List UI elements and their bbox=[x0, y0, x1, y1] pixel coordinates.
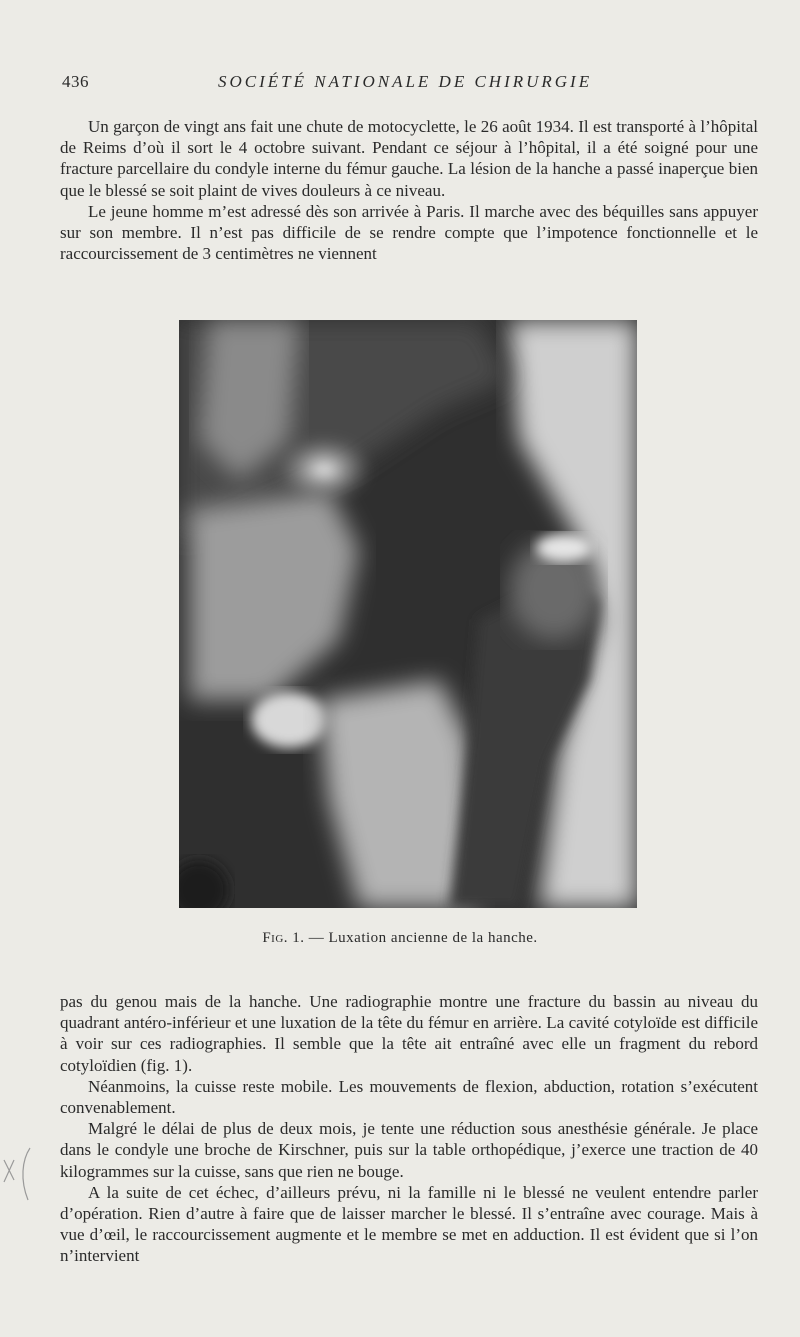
figure-caption bbox=[0, 930, 800, 947]
body-text-bottom bbox=[60, 991, 758, 1267]
paragraph: Un garçon de vingt ans fait une chute de motocyclette, le 26 août 1934. Il est transporté à l’hôpital de Reims d’où il sort le 4 octobre suivant. Pendant ce séjour à l’hôpital, il a été soigné pour une fracture parcellaire du condyle interne du fémur gauche. La lésion de la hanche a passé inaperçue bien que le blessé se soit plaint de vives douleurs à ce niveau. bbox=[60, 117, 758, 200]
paragraph: A la suite de cet échec, d’ailleurs prévu, ni la famille ni le blessé ne veulent entendre parler d’opération. Rien d’autre à faire que de laisser marcher le blessé. Il s’entraîne avec courage. Mais à vue d’œil, le raccourcissement augmente et le membre se met en adduction. Il est évident que si l’on n’intervient bbox=[60, 1182, 758, 1266]
hip-radiograph-image bbox=[179, 320, 637, 908]
page-number: 436 bbox=[62, 72, 89, 91]
radiograph-drawing bbox=[179, 320, 637, 908]
paragraph: Néanmoins, la cuisse reste mobile. Les mouvements de flexion, abduction, rotation s’exécutent convenablement. bbox=[60, 1076, 758, 1118]
figure-label: Fig. 1. bbox=[262, 930, 305, 946]
paragraph: pas du genou mais de la hanche. Une radiographie montre une fracture du bassin au niveau du quadrant antéro-inférieur et une luxation de la tête du fémur en arrière. La cavité cotyloïde est difficile à voir sur ces radiographies. Il semble que la tête ait entraîné avec elle un fragment du rebord cotyloïdien (fig. 1). bbox=[60, 992, 758, 1075]
figure-caption-text: — Luxation ancienne de la hanche. bbox=[304, 930, 538, 946]
running-title: SOCIÉTÉ NATIONALE DE CHIRURGIE bbox=[218, 72, 593, 91]
paragraph: Le jeune homme m’est adressé dès son arrivée à Paris. Il marche avec des béquilles sans appuyer sur son membre. Il n’est pas difficile de se rendre compte que l’impotence fonctionnelle et le raccourcissement de 3 centimètres ne viennent bbox=[60, 201, 758, 264]
paragraph: Malgré le délai de plus de deux mois, je tente une réduction sous anesthésie générale. Je place dans le condyle une broche de Kirschner, puis sur la table orthopédique, j’exerce une traction de 40 kilogrammes sur la cuisse, sans que rien ne bouge. bbox=[60, 1119, 758, 1181]
page-header bbox=[62, 72, 758, 94]
pencil-margin-mark bbox=[0, 1140, 40, 1210]
body-text-top bbox=[60, 116, 758, 264]
